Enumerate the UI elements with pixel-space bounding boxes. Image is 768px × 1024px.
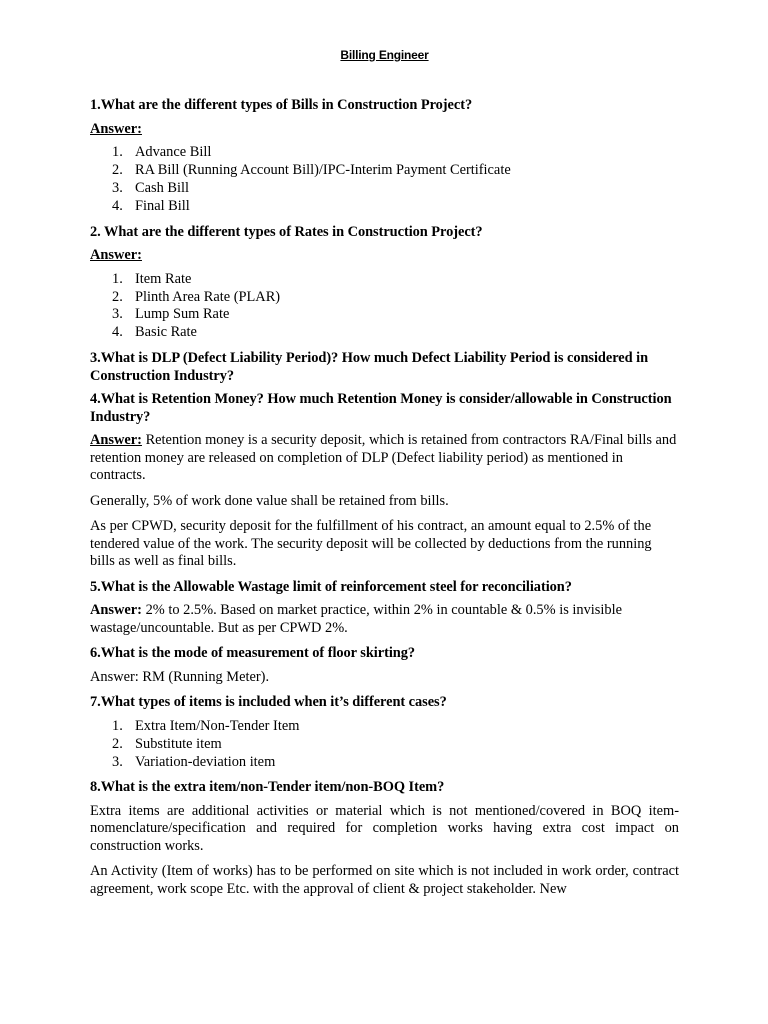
list-text: Basic Rate xyxy=(135,324,197,341)
question-4: 4.What is Retention Money? How much Retention Money is consider/allowable in Construction Industry? xyxy=(90,391,672,425)
list-text: Substitute item xyxy=(135,735,222,752)
question-1: 1.What are the different types of Bills in Construction Project? xyxy=(90,97,473,113)
list-number: 2. xyxy=(112,288,123,305)
item-cases-list xyxy=(90,718,679,772)
answer-8-paragraph-1: Extra items are additional activities or material which is not mentioned/covered in BOQ item-nomenclature/specification and required for completion works having extra cost impact on construction works. xyxy=(90,802,679,854)
list-number: 2. xyxy=(112,161,123,178)
answer-label-2: Answer: xyxy=(90,247,142,264)
list-number: 1. xyxy=(112,144,123,160)
question-7: 7.What types of items is included when it’s different cases? xyxy=(90,694,447,711)
list-item xyxy=(90,289,679,307)
list-item xyxy=(90,180,679,198)
list-item xyxy=(90,162,679,180)
list-number: 1. xyxy=(112,270,123,287)
answer-8-paragraph-2: An Activity (Item of works) has to be performed on site which is not included in work order, contract agreement, work scope Etc. with the approval of client & project stakeholder. New xyxy=(90,863,679,897)
answer-6: Answer: RM (Running Meter). xyxy=(90,668,270,685)
list-item xyxy=(90,718,679,736)
list-number: 1. xyxy=(112,717,123,734)
question-2: 2. What are the different types of Rates in Construction Project? xyxy=(90,223,483,240)
list-text: Lump Sum Rate xyxy=(135,306,230,323)
list-item xyxy=(90,198,679,216)
answer-label-1: Answer: xyxy=(90,120,142,137)
list-item xyxy=(90,324,679,342)
answer-lead: Answer: xyxy=(90,432,142,449)
answer-5 xyxy=(90,602,679,637)
list-item xyxy=(90,306,679,324)
document-title: Billing Engineer xyxy=(340,48,429,62)
question-6: 6.What is the mode of measurement of floor skirting? xyxy=(90,645,416,662)
list-number: 2. xyxy=(112,735,123,752)
list-number: 4. xyxy=(112,324,123,341)
list-number: 3. xyxy=(112,179,123,196)
list-text: Cash Bill xyxy=(135,179,189,196)
question-3: 3.What is DLP (Defect Liability Period)? How much Defect Liability Period is considered in Construction Industry? xyxy=(90,350,649,384)
list-item xyxy=(90,736,679,754)
answer-text: 2% to 2.5%. Based on market practice, within 2% in countable & 0.5% is invisible wastage/uncountable. But as per CPWD 2%. xyxy=(90,602,622,636)
rate-types-list xyxy=(90,271,679,343)
list-text: Plinth Area Rate (PLAR) xyxy=(135,288,281,305)
list-text: Advance Bill xyxy=(135,144,212,160)
list-item xyxy=(90,754,679,772)
question-8: 8.What is the extra item/non-Tender item/non-BOQ Item? xyxy=(90,779,445,796)
list-item xyxy=(90,271,679,289)
answer-4-paragraph-3: As per CPWD, security deposit for the fulfillment of his contract, an amount equal to 2.5% of the tendered value of the work. The security deposit will be collected by deductions from the running bills as well as final bills. xyxy=(90,518,652,570)
list-number: 4. xyxy=(112,197,123,214)
bill-types-list xyxy=(90,144,679,216)
list-text: Extra Item/Non-Tender Item xyxy=(135,717,300,734)
list-text: Item Rate xyxy=(135,270,192,287)
list-item xyxy=(90,144,679,162)
answer-text: Retention money is a security deposit, which is retained from contractors RA/Final bills and retention money are released on completion of DLP (Defect liability period) as mentioned in contracts. xyxy=(90,432,677,484)
list-number: 3. xyxy=(112,306,123,323)
list-text: Variation-deviation item xyxy=(135,753,276,770)
answer-lead: Answer: xyxy=(90,602,142,619)
list-text: RA Bill (Running Account Bill)/IPC-Interim Payment Certificate xyxy=(135,161,511,178)
list-text: Final Bill xyxy=(135,197,190,214)
answer-4 xyxy=(90,432,679,485)
answer-4-paragraph-2: Generally, 5% of work done value shall be retained from bills. xyxy=(90,492,449,509)
list-number: 3. xyxy=(112,753,123,770)
question-5: 5.What is the Allowable Wastage limit of reinforcement steel for reconciliation? xyxy=(90,578,572,595)
